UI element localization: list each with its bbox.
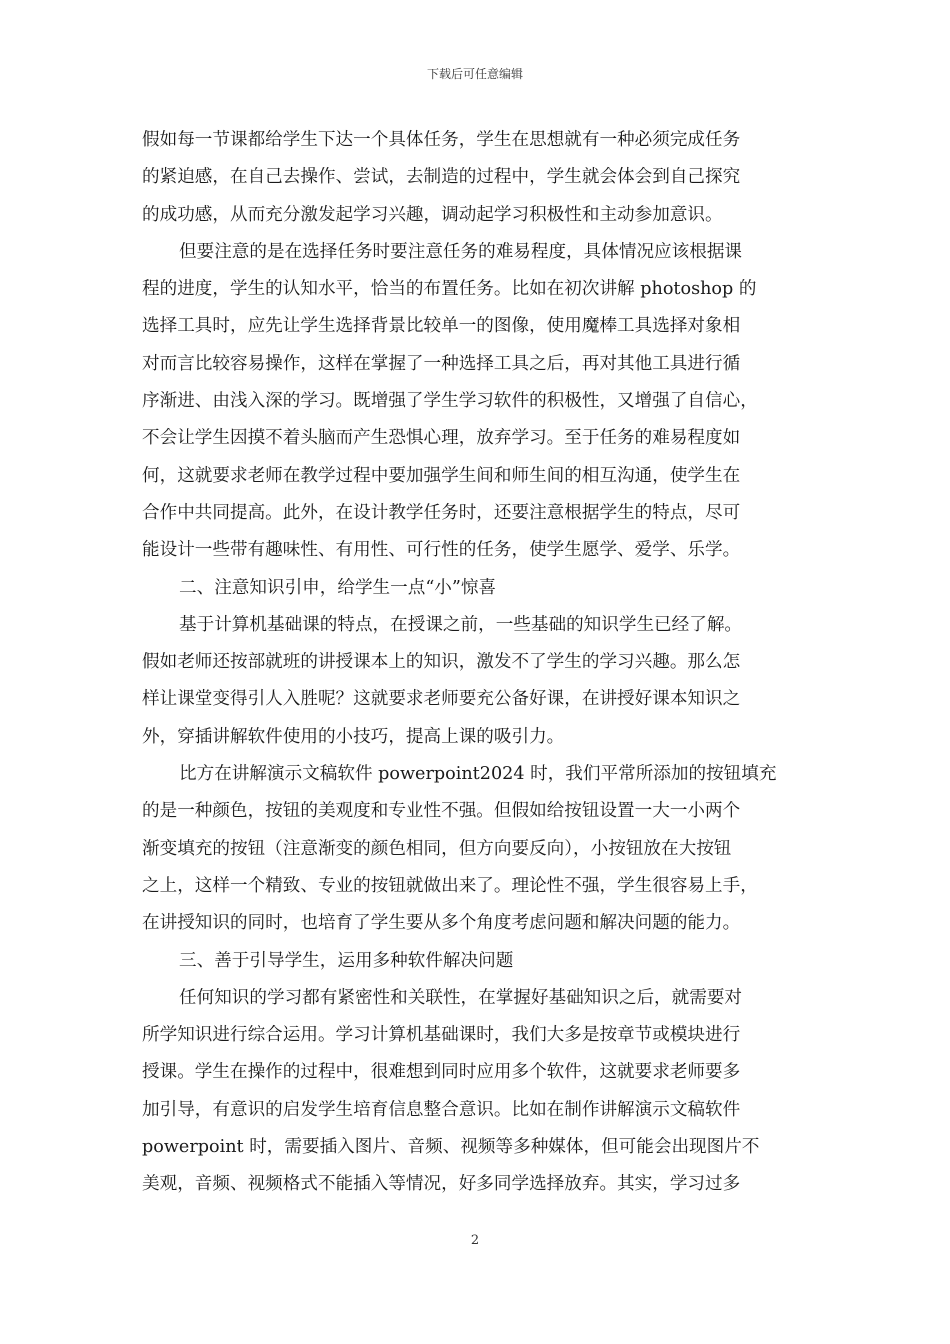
text-line: 之上，这样一个精致、专业的按钮就做出来了。理论性不强，学生很容易上手， xyxy=(142,875,758,896)
page-header: 下载后可任意编辑 xyxy=(426,67,523,81)
paragraph-first-line: 但要注意的是在选择任务时要注意任务的难易程度，具体情况应该根据课 xyxy=(179,241,743,262)
text-line: 在讲授知识的同时，也培育了学生要从多个角度考虑问题和解决问题的能力。 xyxy=(142,913,741,934)
text-line: 合作中共同提高。此外，在设计教学任务时，还要注意根据学生的特点，尽可 xyxy=(142,502,741,523)
page-number: 2 xyxy=(470,1233,480,1248)
text-line: 的成功感，从而充分激发起学习兴趣，调动起学习积极性和主动参加意识。 xyxy=(142,204,723,225)
paragraph-first-line: 基于计算机基础课的特点，在授课之前，一些基础的知识学生已经了解。 xyxy=(179,614,743,635)
text-line: 不会让学生因摸不着头脑而产生恐惧心理，放弃学习。至于任务的难易程度如 xyxy=(142,428,741,449)
text-line: 的紧迫感，在自己去操作、尝试，去制造的过程中，学生就会体会到自己探究 xyxy=(142,167,741,188)
text-line: 渐变填充的按钮（注意渐变的颜色相同，但方向要反向），小按钮放在大按钮 xyxy=(142,838,732,859)
text-line: 程的进度，学生的认知水平，恰当的布置任务。比如在初次讲解 photoshop 的 xyxy=(142,279,757,300)
text-line: 假如老师还按部就班的讲授课本上的知识，激发不了学生的学习兴趣。那么怎 xyxy=(142,652,741,673)
text-line: 能设计一些带有趣味性、有用性、可行性的任务，使学生愿学、爱学、乐学。 xyxy=(142,540,741,561)
text-line: 加引导，有意识的启发学生培育信息整合意识。比如在制作讲解演示文稿软件 xyxy=(142,1099,741,1120)
text-line: 美观，音频、视频格式不能插入等情况，好多同学选择放弃。其实，学习过多 xyxy=(142,1174,741,1195)
text-line: powerpoint 时，需要插入图片、音频、视频等多种媒体，但可能会出现图片不 xyxy=(142,1137,760,1158)
text-line: 选择工具时，应先让学生选择背景比较单一的图像，使用魔棒工具选择对象相 xyxy=(142,316,741,337)
paragraph-first-line: 比方在讲解演示文稿软件 powerpoint2024 时，我们平常所添加的按钮填充 xyxy=(179,764,777,785)
paragraph-first-line: 二、注意知识引申，给学生一点“小”惊喜 xyxy=(179,577,497,598)
text-line: 假如每一节课都给学生下达一个具体任务，学生在思想就有一种必须完成任务 xyxy=(142,130,741,150)
text-line: 序渐进、由浅入深的学习。既增强了学生学习软件的积极性，又增强了自信心， xyxy=(142,391,758,412)
text-line: 对而言比较容易操作，这样在掌握了一种选择工具之后，再对其他工具进行循 xyxy=(142,353,741,374)
document-body xyxy=(142,122,810,1204)
text-line: 外，穿插讲解软件使用的小技巧，提高上课的吸引力。 xyxy=(142,726,565,747)
text-line: 所学知识进行综合运用。学习计算机基础课时，我们大多是按章节或模块进行 xyxy=(142,1025,741,1046)
text-line: 何，这就要求老师在教学过程中要加强学生间和师生间的相互沟通，使学生在 xyxy=(142,465,741,486)
text-line: 授课。学生在操作的过程中，很难想到同时应用多个软件，这就要求老师要多 xyxy=(142,1062,741,1083)
text-line: 样让课堂变得引人入胜呢？这就要求老师要充公备好课，在讲授好课本知识之 xyxy=(142,689,741,710)
text-line: 的是一种颜色，按钮的美观度和专业性不强。但假如给按钮设置一大一小两个 xyxy=(142,801,741,822)
paragraph-first-line: 三、善于引导学生，运用多种软件解决问题 xyxy=(179,950,514,971)
paragraph-first-line: 任何知识的学习都有紧密性和关联性，在掌握好基础知识之后，就需要对 xyxy=(179,987,743,1008)
